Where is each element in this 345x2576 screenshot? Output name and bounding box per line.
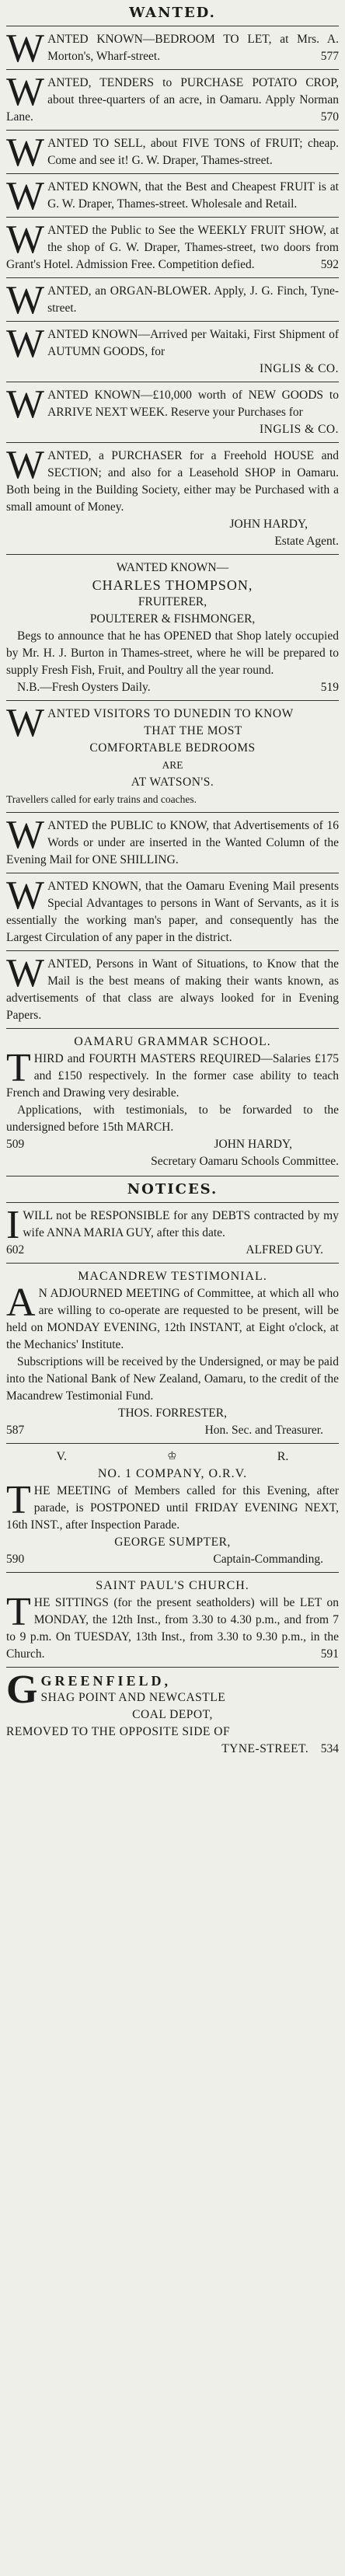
- ad-best-fruit: [6, 173, 339, 217]
- ad-title: NO. 1 COMPANY, O.R.V.: [97, 1467, 248, 1480]
- ad-line: TYNE-STREET.: [221, 1742, 309, 1755]
- drop-cap: G: [6, 1668, 38, 1712]
- ad-line-row: [6, 1741, 339, 1758]
- ad-number: 534: [320, 1742, 339, 1755]
- ad-text: N ADJOURNED MEETING of Committee, at which all who are willing to co-operate are requested to be present, will be held on MONDAY EVENING, 12th INSTANT, at Eight o'clock, at the Mechanics' Institute.: [6, 1287, 339, 1351]
- ad-sign-row: [6, 1551, 339, 1568]
- drop-cap: T: [6, 1590, 31, 1634]
- drop-cap: W: [6, 873, 45, 918]
- ad-fruit-show: [6, 217, 339, 277]
- ad-footer: Travellers called for early trains and coaches.: [6, 793, 197, 805]
- trade-line: POULTERER & FISHMONGER,: [89, 612, 256, 626]
- ad-text: ANTED, TENDERS to PURCHASE POTATO CROP, about three-quarters of an acre, in Oamaru. Apply Norman Lane. 570: [6, 75, 339, 126]
- notices-heading: NOTICES.: [6, 1176, 339, 1197]
- ad-text: ANTED, a PURCHASER for a Freehold HOUSE and SECTION; and also for a Leasehold SHOP in Oamaru. Both being in the Building Society, either may be Purchased with a small amount of Money.: [6, 449, 339, 514]
- ad-ten-thousand: [6, 382, 339, 442]
- ad-signature: JOHN HARDY,: [214, 1138, 292, 1151]
- ad-line: COAL DEPOT,: [132, 1708, 213, 1721]
- drop-cap: W: [6, 443, 45, 487]
- wanted-heading: WANTED.: [129, 5, 216, 21]
- ad-organ-blower: [6, 277, 339, 321]
- ad-number: 587: [6, 1424, 25, 1437]
- ad-fruit-sell: [6, 130, 339, 173]
- ad-number: 590: [6, 1553, 25, 1566]
- ad-waitaki: [6, 321, 339, 382]
- ad-text: ANTED KNOWN—£10,000 worth of NEW GOODS to ARRIVE NEXT WEEK. Reserve your Purchases for: [47, 389, 339, 419]
- ad-evening-mail: [6, 873, 339, 950]
- ad-line: THAT THE MOST: [144, 724, 242, 737]
- ad-bedroom: [6, 26, 339, 69]
- ad-intro: WANTED KNOWN—: [116, 561, 229, 574]
- drop-cap: T: [6, 1046, 31, 1090]
- ad-signature: INGLIS & CO.: [259, 423, 339, 436]
- ad-number: 592: [320, 258, 339, 271]
- ad-number: 591: [320, 1647, 339, 1661]
- ad-line: COMFORTABLE BEDROOMS: [89, 741, 256, 755]
- ad-text: ANTED KNOWN—Arrived per Waitaki, First Shipment of AUTUMN GOODS, for: [47, 328, 339, 358]
- drop-cap: W: [6, 131, 45, 175]
- notice-saint-pauls: [6, 1572, 339, 1667]
- ad-signature: ALFRED GUY.: [246, 1243, 323, 1257]
- trade-line: FRUITERER,: [138, 595, 207, 608]
- ad-line: REMOVED TO THE OPPOSITE SIDE OF: [6, 1725, 231, 1738]
- drop-cap: W: [6, 278, 45, 322]
- ad-note-row: [6, 679, 339, 696]
- ad-text: ANTED the Public to See the WEEKLY FRUIT SHOW, at the shop of G. W. Draper, Thames-street, two doors from Grant's Hotel. Admission Free. Competition defied. 592: [6, 222, 339, 274]
- ad-signature-title: Estate Agent.: [274, 535, 339, 548]
- ad-freehold: [6, 442, 339, 554]
- drop-cap: I: [6, 1203, 20, 1247]
- ad-text: ANTED TO SELL, about FIVE TONS of FRUIT; cheap. Come and see it! G. W. Draper, Thames-street.: [47, 137, 339, 167]
- ad-signature: JOHN HARDY,: [229, 518, 308, 531]
- ad-text: HIRD and FOURTH MASTERS REQUIRED—Salaries £175 and £150 respectively. In the former case ability to teach French and Drawing very desirable.: [6, 1052, 339, 1100]
- ad-text: ANTED the PUBLIC to KNOW, that Advertisements of 16 Words or under are inserted in the Wanted Column of the Evening Mail for ONE SHILLING.: [6, 819, 339, 866]
- ad-text: Applications, with testimonials, to be forwarded to the undersigned before 15th MARCH.: [6, 1103, 339, 1134]
- ad-text: HE SITTINGS (for the present seatholders) will be LET on MONDAY, the 12th Inst., from 3.30 to 4.30 p.m., and from 7 to 9 p.m. On TUESDAY, 13th Inst., from 3.30 to 9.30 p.m., in the Church. 591: [6, 1595, 339, 1663]
- drop-cap: W: [6, 813, 45, 857]
- ad-text: ANTED KNOWN—BEDROOM TO LET, at Mrs. A. Morton's, Wharf-street. 577: [6, 31, 339, 65]
- vr-row: [6, 1448, 339, 1466]
- ad-text: ANTED VISITORS TO DUNEDIN TO KNOW: [47, 707, 294, 720]
- drop-cap: W: [6, 26, 45, 71]
- drop-cap: W: [6, 382, 45, 427]
- drop-cap: W: [6, 70, 45, 114]
- drop-cap: W: [6, 174, 45, 218]
- business-name: CHARLES THOMPSON,: [92, 577, 253, 593]
- drop-cap: W: [6, 218, 45, 262]
- crown-emblem-icon: ♔: [167, 1451, 177, 1462]
- ad-title: SAINT PAUL'S CHURCH.: [96, 1579, 249, 1592]
- drop-cap: T: [6, 1478, 31, 1522]
- ad-public: [6, 812, 339, 873]
- ad-situations: [6, 950, 339, 1028]
- notice-macandrew: [6, 1263, 339, 1443]
- drop-cap: W: [6, 951, 45, 995]
- notice-greenfield: [6, 1667, 339, 1762]
- ad-grammar-school: [6, 1028, 339, 1174]
- ad-line: ARE: [162, 759, 183, 771]
- ad-text: WILL not be RESPONSIBLE for any DEBTS contracted by my wife ANNA MARIA GUY, after this date.: [23, 1209, 339, 1239]
- ad-signature: INGLIS & CO.: [259, 362, 339, 375]
- ad-thompson: [6, 554, 339, 700]
- ad-number: 509: [6, 1138, 25, 1151]
- ad-text: Begs to announce that he has OPENED that Shop lately occupied by Mr. H. J. Burton in Thames-street, where he will be prepared to supply Fresh Fish, Fruit, and Poultry all the year round.: [6, 629, 339, 677]
- ad-line: AT WATSON'S.: [131, 776, 214, 789]
- ad-signature-title: Captain-Commanding.: [213, 1553, 323, 1566]
- ad-signature: THOS. FORRESTER,: [118, 1407, 227, 1420]
- ad-text: Subscriptions will be received by the Undersigned, or may be paid into the National Bank of New Zealand, Oamaru, to the credit of the Macandrew Testimonial Fund.: [6, 1355, 339, 1403]
- ad-signature: GEORGE SUMPTER,: [114, 1535, 231, 1549]
- ad-number: 519: [320, 681, 339, 694]
- ad-signature-title: Secretary Oamaru Schools Committee.: [151, 1155, 339, 1168]
- drop-cap: W: [6, 322, 45, 366]
- notice-orv: [6, 1443, 339, 1572]
- ad-text: ANTED, an ORGAN-BLOWER. Apply, J. G. Finch, Tyne-street.: [47, 284, 339, 315]
- notice-guy: [6, 1202, 339, 1263]
- ad-sign-row: [6, 1136, 339, 1153]
- ad-signature-title: Hon. Sec. and Treasurer.: [204, 1424, 323, 1437]
- ad-text: ANTED KNOWN, that the Best and Cheapest FRUIT is at G. W. Draper, Thames-street. Wholesale and Retail.: [47, 180, 339, 211]
- business-name: GREENFIELD,: [40, 1673, 171, 1689]
- ad-potato-crop: [6, 69, 339, 130]
- ad-text: ANTED KNOWN, that the Oamaru Evening Mail presents Special Advantages to persons in Want of Servants, as it is essentially the working man's paper, and consequently has the Largest Circulation of any paper in the district.: [6, 880, 339, 944]
- ad-number: 602: [6, 1243, 25, 1257]
- ad-title: MACANDREW TESTIMONIAL.: [78, 1270, 267, 1283]
- ad-visitors: [6, 700, 339, 812]
- ad-title: OAMARU GRAMMAR SCHOOL.: [74, 1035, 271, 1048]
- v-letter: V.: [56, 1450, 68, 1463]
- ad-note: N.B.—Fresh Oysters Daily.: [17, 681, 151, 694]
- drop-cap: A: [6, 1281, 36, 1325]
- ad-number: 577: [320, 50, 339, 63]
- ad-number: 570: [320, 110, 339, 124]
- ad-sign-row: [6, 1422, 339, 1439]
- drop-cap: W: [6, 701, 45, 745]
- ad-line: SHAG POINT AND NEWCASTLE: [40, 1691, 226, 1704]
- r-letter: R.: [277, 1450, 289, 1463]
- ad-text: ANTED, Persons in Want of Situations, to Know that the Mail is the best means of making their wants known, as advertisements of that class are always looked for in Evening Papers.: [6, 957, 339, 1022]
- ad-text: HE MEETING of Members called for this Evening, after parade, is POSTPONED until FRIDAY EVENING NEXT, 16th INST., after Inspection Parade.: [6, 1484, 339, 1532]
- ad-sign-row: [6, 1242, 339, 1259]
